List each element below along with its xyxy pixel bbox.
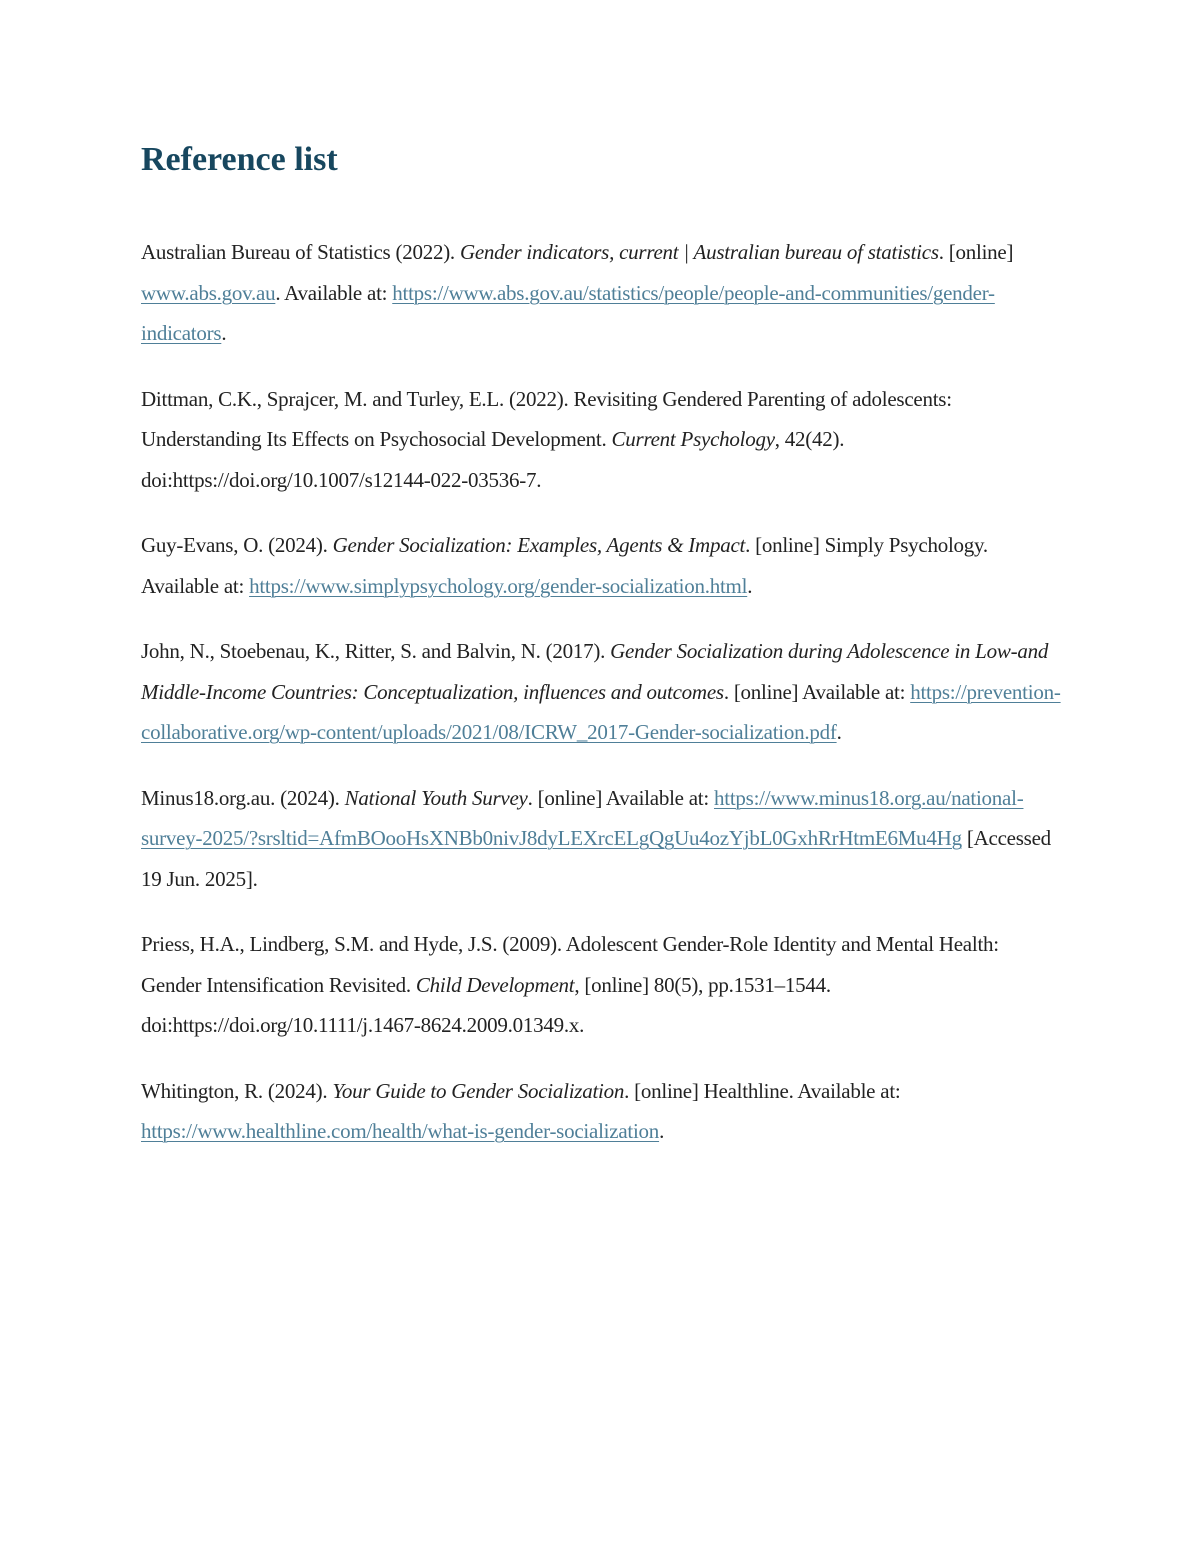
reference-italic-title: Gender Socialization: Examples, Agents & Impact: [332, 533, 746, 557]
reference-text: . [online]: [938, 240, 1014, 264]
reference-link[interactable]: https://www.simplypsychology.org/gender-socialization.html: [249, 573, 748, 598]
reference-entry: [141, 232, 1061, 354]
reference-text: Whitington, R. (2024).: [141, 1078, 333, 1103]
reference-entry: [141, 631, 1061, 753]
reference-text: Minus18.org.au. (2024).: [141, 785, 345, 810]
reference-text: Australian Bureau of Statistics (2022).: [141, 240, 460, 264]
reference-text: John, N., Stoebenau, K., Ritter, S. and Balvin, N. (2017).: [141, 639, 611, 663]
reference-italic-title: Child Development: [415, 972, 575, 997]
reference-italic-title: Gender indicators, current | Australian bureau of statistics: [459, 240, 939, 264]
reference-italic-title: Current Psychology: [611, 427, 775, 451]
reference-entry: [141, 1071, 1061, 1152]
reference-italic-title: Gender Socialization during Adolescence in Low-and Middle-Income Countries: Conceptualization, influences and outcomes: [141, 639, 1049, 704]
reference-text: .: [747, 573, 753, 598]
reference-entry: [141, 379, 1061, 501]
reference-text: [Accessed 19 Jun. 2025].: [141, 826, 1051, 891]
page-title: Reference list: [141, 141, 338, 178]
reference-entry: [141, 778, 1061, 900]
reference-text: , 42(42). doi:https://doi.org/10.1007/s12144-022-03536-7.: [141, 427, 845, 492]
reference-text: . Available at:: [275, 280, 393, 305]
reference-entry: [141, 525, 1061, 606]
reference-text: . [online] Healthline. Available at:: [624, 1078, 901, 1103]
reference-text: Priess, H.A., Lindberg, S.M. and Hyde, J.S. (2009). Adolescent Gender-Role Identity and Mental Health: Gender Intensification Revisited.: [141, 932, 999, 997]
reference-entry: [141, 924, 1061, 1046]
reference-text: Guy-Evans, O. (2024).: [141, 533, 333, 557]
reference-text: .: [221, 321, 227, 345]
reference-text: .: [659, 1119, 665, 1143]
reference-link[interactable]: www.abs.gov.au: [141, 280, 276, 305]
reference-text: .: [836, 720, 842, 744]
reference-link[interactable]: https://prevention-collaborative.org/wp-content/uploads/2021/08/ICRW_2017-Gender-socialization.pdf: [141, 679, 1061, 744]
reference-list: [141, 232, 1061, 1177]
reference-italic-title: Your Guide to Gender Socialization: [332, 1078, 625, 1103]
reference-text: . [online] Simply Psychology. Available at:: [141, 533, 988, 598]
reference-link[interactable]: https://www.abs.gov.au/statistics/people/people-and-communities/gender-indicators: [141, 280, 995, 345]
reference-italic-title: National Youth Survey: [344, 785, 528, 810]
reference-text: . [online] Available at:: [527, 785, 714, 810]
reference-link[interactable]: https://www.minus18.org.au/national-survey-2025/?srsltid=AfmBOooHsXNBb0nivJ8dyLEXrcELgQgUu4ozYjbL0GxhRrHtmE6Mu4Hg: [141, 785, 1024, 850]
reference-link[interactable]: https://www.healthline.com/health/what-is-gender-socialization: [141, 1119, 660, 1143]
reference-text: Dittman, C.K., Sprajcer, M. and Turley, E.L. (2022). Revisiting Gendered Parenting of adolescents: Understanding Its Effects on Psychosocial Development.: [141, 386, 952, 451]
reference-text: . [online] Available at:: [723, 679, 911, 704]
reference-text: , [online] 80(5), pp.1531–1544. doi:https://doi.org/10.1111/j.1467-8624.2009.01349.x.: [141, 972, 831, 1037]
